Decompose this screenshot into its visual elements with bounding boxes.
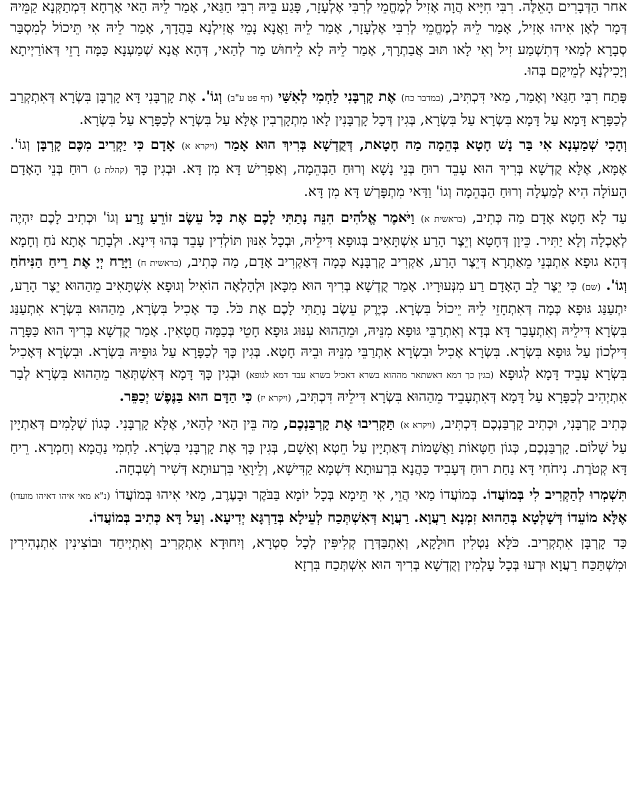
quoted-text: אָדָם כִּי יַקְרִיב מִכֶּם קָרְבָּן: [30, 137, 182, 154]
text-segment: וְגוֹ'. אֶמָּא, אֶלָּא קֻדְשָׁא בְּרִיךְ הוּא עָבֵד רוּחַ בְּנֵי נָשָׁא וְרוּחַ הַבְּהֵמָה, וְאַפְרִישׁ דָּא מִן דָּא. וּבְגִין כָּךְ: [10, 137, 627, 177]
source-reference: (נ"א מאי איהו דאיהו מועדו): [10, 491, 111, 502]
source-reference: (ויקרא יז): [257, 393, 292, 404]
paragraph-5: [10, 414, 627, 480]
text-segment: עַד לָא חָטָא אָדָם מַה כְּתִיב,: [465, 209, 627, 226]
quoted-text: וַיֹּאמֶר אֱלֹהִים הִנֵּה נָתַתִּי לָכֶם אֶת כָּל עֵשֶׂב זוֹרֵעַ זֶרַע: [118, 209, 421, 226]
quoted-text: וְהָכִי שְׁמַעְנָא אִי בַּר נָשׁ חָטָא בְּהֵמָה מַה חָטָאת, דְּקֻדְשָׁא בְּרִיךְ הוּא אָמַר: [217, 137, 627, 154]
quoted-text: תַּקְרִיבוּ אֶת קָרְבַּנְכֶם,: [278, 416, 401, 433]
source-reference: (בראשית א): [420, 214, 466, 225]
text-segment: פָּתַח רִבִּי חַגַּאי וְאָמַר, מַאי דִּכְתִּיב,: [443, 88, 627, 105]
quoted-text: וַיָּרַח יְיָ אֶת רֵיחַ הַנִּיחֹחַ וְגוֹ'.: [10, 254, 627, 294]
source-reference: (ויקרא א): [400, 421, 436, 432]
text-segment: אחר הַדְּבָרִים הָאֵלֶּה. רִבִּי חִיָּיא הֲוָה אָזִיל לְמֶחֱמֵי לְרִבִּי אֶלְעָזָר, פָּגַע בֵּיהּ רִבִּי חַגַּאי, אָמַר לֵיהּ הַאי אָרְחָא דִּמְתַקְּנָא קַמֵּיהּ דְּמָר לְאָן אִיהוּ אָזִיל, אָמַר לֵיהּ לְמֶחֱמֵי לְרִבִּי אֶלְעָזָר, אָמַר לֵיהּ וַאֲנָא נָמֵי אֲזִילְנָא בַּהֲדָךְ, אָמַר לֵיהּ אִי תֵּיכוֹל לְמִסְבַּר סְבָרָא לְמַאי דְּתִשְׁמַע זִיל וְאִי לָאו תּוּב אֲבַתְרָךְ, אָמַר לֵיהּ לָא לֵיחוּשׁ מַר לְהַאי, דְּהָא אֲנָא שְׁמַעְנָא כַּמָּה רָזֵי דְּאוֹרַיְיתָא וְיָכִילְנָא לְמֵיקָם בְּהוּ.: [10, 0, 627, 80]
text-segment: כְּתִיב קָרְבָּנִי, וּכְתִיב קָרְבַּנְכֶם דִּכְתִּיב,: [435, 416, 627, 433]
source-reference: (במדבר כח): [401, 93, 444, 104]
text-segment: כִּי יֵצֶר לֵב הָאָדָם רַע מִנְּעוּרָיו. אָמַר קֻדְשָׁא בְּרִיךְ הוּא מִכָּאן וּלְהָלְאָה הוֹאִיל וְגוּפָא אִשְׁתָּאִיב מֵהַהוּא יֵצֶר הָרַע, יִתְעַנַּג גּוּפָא כְּמָה דְּאִתְחָזֵי לֵיהּ יֵיכוֹל בִּשְׂרָא. כְּיֶרֶק עֵשֶׂב נָתַתִּי לָכֶם אֶת כֹּל. כַּד אָכִיל בִּשְׂרָא, מֵהַהוּא בִּשְׂרָא אִתְעַנַּג בִּשְׂרָא דִּילֵיהּ וְאִתְעָבַר דָּא בְּדָא וְאִתְרַבֵּי גּוּפָא מִנֵּיהּ, וּמֵהַהוּא עִנּוּג גּוּפָא חָטֵי בְּכַמָּה חֲטָאִין. אָמַר קֻדְשָׁא בְּרִיךְ הוּא כַּפָּרָה דִּילְכוֹן עַל גּוּפָא בִּשְׂרָא. בִּשְׂרָא אָכִיל וּבִשְׂרָא אִתְרַבֵּי מִנֵּיהּ וּבֵיהּ חָטָא. בְּגִין כָּךְ לְכַפָּרָא עַל גּוּפֵיהּ בִּשְׂרָא. וּבִשְׂרָא דְּאָכִיל בִּשְׂרָא עָבֵיד דָּמָא לְגוּפָא: [10, 277, 627, 382]
text-segment: וְגוֹ' וּכְתִיב לָכֶם יִהְיֶה לְאָכְלָה וְלָא יַתִּיר. כֵּיוָן דְּחָטָא וְיֵצֶר הָרַע אִשְׁתָּאִיב בְּגוּפָא דִּילֵיהּ, וּבְכָל אִנּוּן תּוֹלְדִין עָבֵד בְּהוּ דִּינָא. וּלְבָתַר אָתָא נֹחַ וְחָמָא דְּהָא גוּפָא אִתְבְּנֵי מֵאַתְרָא דְּיֵצֶר הָרַע, אַקְרִיב קָרְבָּנָא כְּמָה דְּאַקְרִיב אָדָם, מַה כְּתִיב,: [10, 209, 627, 271]
paragraph-1: [10, 0, 627, 83]
source-reference: (קהלת ג): [93, 165, 129, 176]
quoted-text: כִּי הַדָּם הוּא בַּנֶּפֶשׁ יְכַפֵּר.: [119, 388, 258, 405]
text-segment: מַה בֵּין הַאי לְהַאי, אֶלָּא קָרְבָּנִי. כְּגוֹן שְׁלָמִים דְּאַתְיָין עַל שָׁלוֹם. קָרְבַּנְכֶם, כְּגוֹן חַטָּאוֹת וַאֲשָׁמוֹת דְּאַתְיָין עַל חֵטְא וְאָשָׁם, בְּגִין כָּךְ אֶת קָרְבָּנִי בִּשְׂרָא. לַחְמִי נַהֲמָא וְחַמְרָא. רֵיחַ דָּא קְטֹרֶת. נִיחֹחִי דָּא נַחַת רוּחַ דְּעָבִיד כַּהֲנָא בִּרְעוּתָא דִּשְׁמָא קַדִּישָׁא, וְלֵיוָאֵי בִּרְעוּתָא דְּשִׁיר וְשִׁבְחָה.: [10, 416, 627, 478]
paragraph-7: [10, 533, 627, 576]
source-reference: (שם): [581, 282, 601, 293]
quoted-text: אֶלָּא מוֹעֵדוֹ דְּשָׁלְטָא בְּהַהוּא זִמְנָא רַעֲוָא. רַעֲוָא דְּאִשְׁתְּכַח לְעֵילָא בְּדַרְגָּא יְדִיעָא. וְעַל דָּא כְּתִיב בְּמוֹעֲדוֹ.: [88, 509, 627, 526]
text-segment: וּבְגִין כָּךְ דָּמָא דְּאִשְׁתְּאַר מֵהַהוּא בִּשְׂרָא לְבַר אִתְיְהִיב לְכַפָּרָא עַל דָּמָא דְּאִתְעָבֵיד מֵהַהוּא בִּשְׂרָא דִּילֵיהּ דִּכְתִּיב,: [10, 365, 627, 405]
quoted-text: תִּשְׁמְרוּ לְהַקְרִיב לִי בְּמוֹעֲדוֹ.: [476, 486, 627, 503]
quoted-text: אֶת קָרְבָּנִי לַחְמִי לְאִשַּׁי: [273, 88, 402, 105]
quoted-text: וְגוֹ'.: [196, 88, 228, 105]
paragraph-4: [10, 208, 627, 411]
text-segment: בְּמוֹעֲדוֹ מַאי הֲוֵי, אִי תֵּימָא בְּכָל יוֹמָא בַּבֹּקֶר וּבָעֶרֶב, מַאי אִיהוּ בְּמוֹעֲדוֹ: [110, 486, 477, 503]
source-reference: (דף פט ע"ב): [227, 93, 274, 104]
paragraph-6: [10, 485, 627, 530]
paragraph-3: [10, 135, 627, 203]
text-segment: אֶת קָרְבָּנִי דָּא קָרְבָּן בִּשְׂרָא דְּאִתְקְרַב לְכַפָּרָא דָּמָא עַל דָּמָא בִּשְׂרָא עַל בִּשְׂרָא, בְּגִין דְּכָל קָרְבָּנִין לָאו מִתְקָרְבִין אֶלָּא עַל בִּשְׂרָא לְכַפָּרָא עַל בִּשְׂרָא.: [10, 88, 627, 129]
source-reference: (בגין כך דמא דאשתאר מההוא בשרא דאכיל בשרא עבד דמא לגופא): [245, 370, 494, 381]
document-page: [10, 0, 627, 801]
source-reference: (בראשית ח): [137, 259, 182, 270]
source-reference: (ויקרא א): [181, 142, 218, 153]
text-segment: כַּד קָרְבָּן אִתְקְרִיב. כֹּלָּא נַטְלִין חוּלָקָא, וְאִתְבַּדְּרָן קְלִיפִּין לְכָל סִטְרָא, וְיִחוּדָא אִתְקְרִיב וְאִתְיְיחַד וּבוֹצִינִין אִתְנְהִירִין וּמִשְׁתַּכַּח רַעֲוָא וּרְעוּ בְּכָל עָלְמִין וְקֻדְשָׁא בְּרִיךְ הוּא אִשְׁתְּכַח בִּרְזָא: [10, 535, 627, 573]
text-segment: רוּחַ בְּנֵי הָאָדָם הָעוֹלָה הִיא לְמַעְלָה וְרוּחַ הַבְּהֵמָה וְגוֹ' וַדַּאי מִתְפָּרְשׁ דָּא מִן דָּא.: [10, 160, 627, 201]
paragraph-2: [10, 87, 627, 132]
